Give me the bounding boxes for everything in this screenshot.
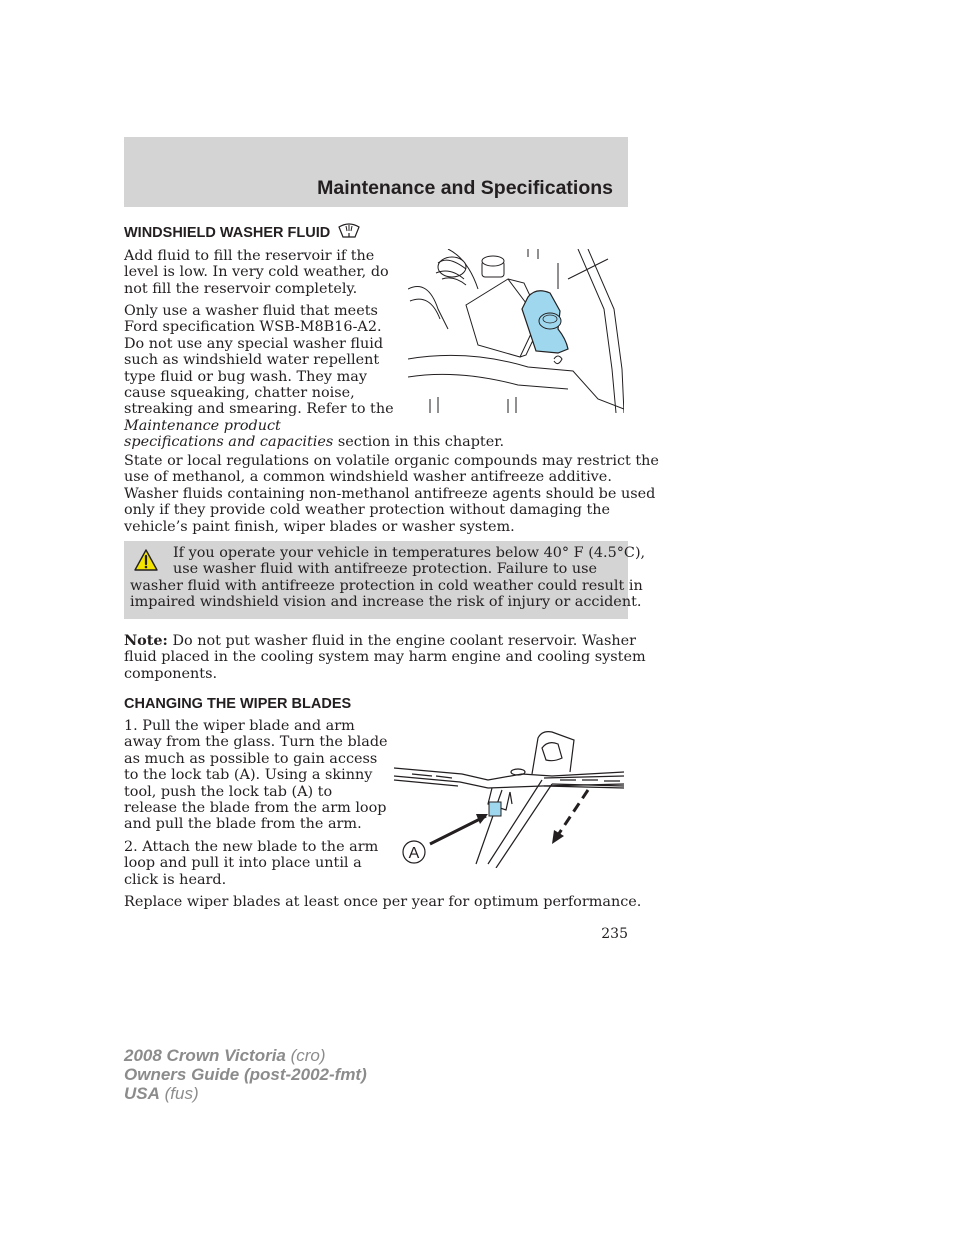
warning-text bbox=[130, 545, 645, 611]
text-line: click is heard. bbox=[124, 871, 227, 888]
washer-reservoir-illustration bbox=[408, 249, 624, 413]
wiper-blades-heading: CHANGING THE WIPER BLADES bbox=[124, 696, 352, 712]
reference-italic: specifications and capacities bbox=[124, 434, 334, 451]
note-label: Note: bbox=[124, 632, 168, 649]
footer-market-code: (fus) bbox=[159, 1084, 199, 1103]
text-line: 1. Pull the wiper blade and arm bbox=[124, 718, 355, 734]
text-line: as much as possible to gain access bbox=[124, 750, 378, 767]
note-text: Do not put washer fluid in the engine coolant reservoir. Washer bbox=[167, 633, 637, 649]
text-line: level is low. In very cold weather, do bbox=[124, 264, 389, 281]
footer-line bbox=[124, 1046, 367, 1065]
reference-tail: section in this chapter. bbox=[333, 434, 505, 451]
lock-tab-callout-label: A bbox=[408, 845, 420, 862]
text-line: washer fluid with antifreeze protection in cold weather could result in bbox=[130, 577, 643, 594]
text-line: not fill the reservoir completely. bbox=[124, 280, 358, 297]
wiper-replace-text bbox=[124, 894, 641, 910]
text-line: If you operate your vehicle in temperatures below 40° F (4.5°C), bbox=[173, 545, 646, 561]
text-line: Only use a washer fluid that meets bbox=[124, 303, 378, 319]
washer-fluid-heading bbox=[124, 222, 361, 241]
footer-line bbox=[124, 1084, 367, 1103]
text-line: cause squeaking, chatter noise, bbox=[124, 385, 355, 402]
header-band bbox=[124, 137, 628, 207]
text-line: tool, push the lock tab (A) to bbox=[124, 783, 333, 800]
text-line: vehicle’s paint finish, wiper blades or washer system. bbox=[124, 518, 515, 535]
text-line: Ford specification WSB-M8B16-A2. bbox=[124, 319, 382, 336]
text-line: away from the glass. Turn the blade bbox=[124, 734, 388, 751]
footer-market: USA bbox=[124, 1084, 160, 1103]
page-title: Maintenance and Specifications bbox=[317, 177, 613, 199]
text-line: Add fluid to fill the reservoir if the bbox=[124, 248, 375, 264]
text-line: type fluid or bug wash. They may bbox=[124, 368, 367, 385]
washer-fluid-icon bbox=[337, 222, 361, 240]
wiper-step-2 bbox=[124, 839, 378, 888]
washer-paragraph-1 bbox=[124, 248, 389, 297]
footer-model-code: (cro) bbox=[285, 1046, 326, 1065]
wiper-step-1 bbox=[124, 718, 388, 833]
reference-italic: Maintenance product bbox=[124, 417, 281, 434]
washer-paragraph-3 bbox=[124, 453, 659, 535]
warning-box bbox=[124, 541, 646, 619]
footer-model: 2008 Crown Victoria bbox=[124, 1046, 286, 1065]
text-line bbox=[124, 434, 504, 450]
text-line: streaking and smearing. Refer to the bbox=[124, 401, 394, 418]
text-line: 2. Attach the new blade to the arm bbox=[124, 839, 379, 855]
text-line: Do not use any special washer fluid bbox=[124, 335, 384, 352]
text-line: and pull the blade from the arm. bbox=[124, 816, 362, 833]
text-line: use of methanol, a common windshield washer antifreeze additive. bbox=[124, 469, 612, 486]
text-line: State or local regulations on volatile organic compounds may restrict the bbox=[124, 453, 659, 469]
text-line: Replace wiper blades at least once per year for optimum performance. bbox=[124, 894, 642, 910]
text-line: such as windshield water repellent bbox=[124, 352, 380, 369]
text-line: loop and pull it into place until a bbox=[124, 855, 362, 872]
note-paragraph bbox=[124, 633, 646, 682]
washer-fluid-heading-text: WINDSHIELD WASHER FLUID bbox=[124, 225, 331, 241]
text-line: Washer fluids containing non-methanol antifreeze agents should be used bbox=[124, 485, 656, 502]
footer-line bbox=[124, 1065, 367, 1084]
text-line: use washer fluid with antifreeze protection. Failure to use bbox=[173, 561, 598, 578]
text-line bbox=[124, 418, 504, 434]
text-line: only if they provide cold weather protection without damaging the bbox=[124, 502, 611, 519]
document-footer bbox=[124, 1046, 367, 1103]
text-line: impaired windshield vision and increase the risk of injury or accident. bbox=[130, 594, 642, 611]
text-line: to the lock tab (A). Using a skinny bbox=[124, 767, 373, 784]
page-number: 235 bbox=[601, 926, 628, 942]
text-line: release the blade from the arm loop bbox=[124, 800, 387, 817]
text-line bbox=[124, 633, 646, 649]
text-line: components. bbox=[124, 665, 218, 682]
text-line: fluid placed in the cooling system may harm engine and cooling system bbox=[124, 649, 646, 666]
wiper-blade-illustration bbox=[392, 728, 628, 868]
footer-guide: Owners Guide (post-2002-fmt) bbox=[124, 1065, 367, 1084]
